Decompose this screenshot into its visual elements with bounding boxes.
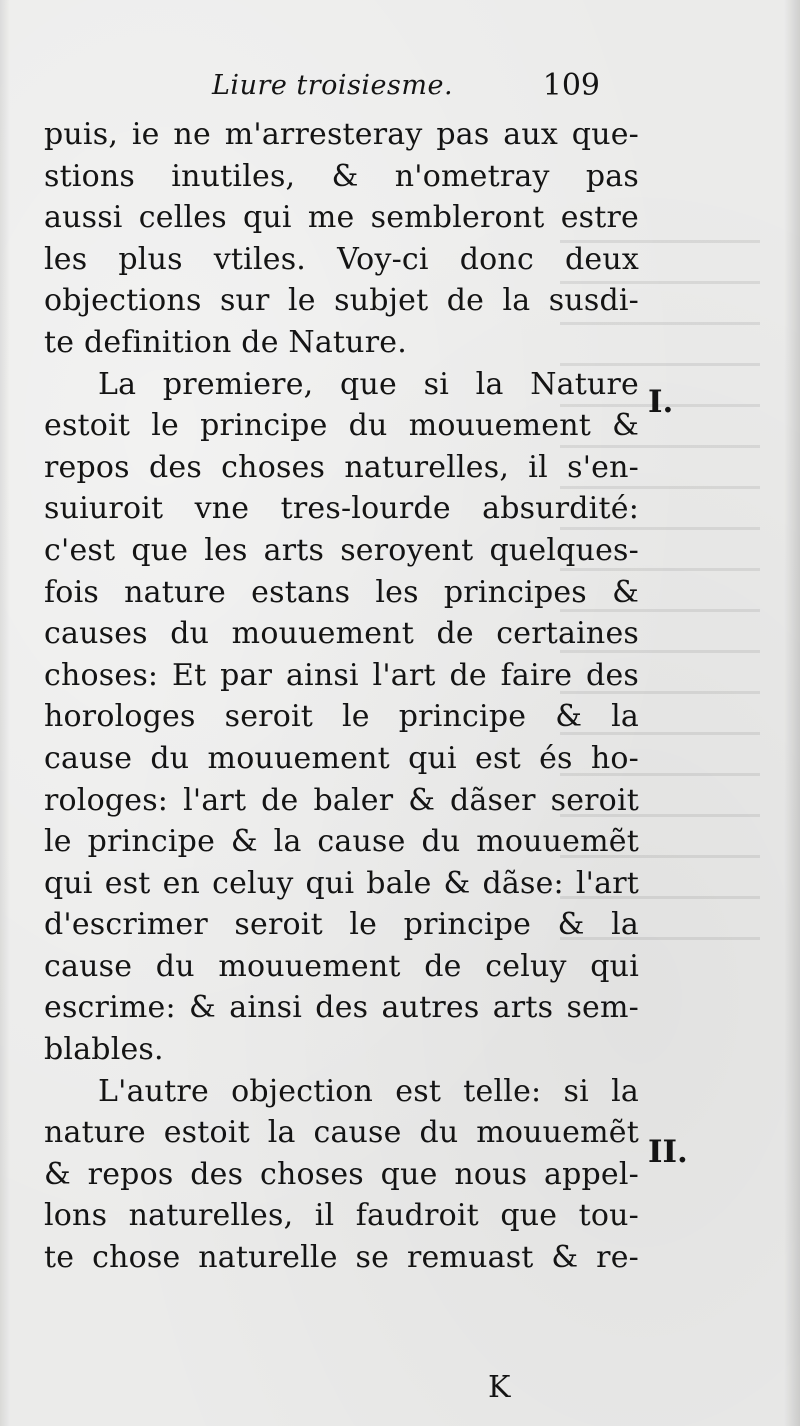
text-line: estoit le principe du mouuement & <box>44 408 639 444</box>
text-line: d'escrimer seroit le principe & la <box>44 907 639 943</box>
text-line: cause du mouuement de celuy qui <box>44 948 639 984</box>
text-line: rologes: l'art de baler & dãser seroit <box>44 782 639 818</box>
text-line: & repos des choses que nous appel- <box>44 1156 639 1192</box>
text-line: choses: Et par ainsi l'art de faire des <box>44 657 639 693</box>
text-line: fois nature estans les principes & <box>44 574 639 610</box>
text-line: le principe & la cause du mouuemẽt <box>44 824 639 860</box>
page-header <box>200 70 620 110</box>
body-text <box>44 114 639 1279</box>
page-gutter-shadow <box>0 0 10 1426</box>
text-line: suiuroit vne tres-lourde absurdité: <box>44 491 639 527</box>
marginal-numeral-ii: II. <box>648 1134 688 1170</box>
text-line: stions inutiles, & n'ometray pas <box>44 158 639 194</box>
text-line: qui est en celuy qui bale & dãse: l'art <box>44 865 639 901</box>
text-line: objections sur le subjet de la susdi- <box>44 283 639 319</box>
text-line: escrime: & ainsi des autres arts sem- <box>44 990 639 1026</box>
text-line: les plus vtiles. Voy-ci donc deux <box>44 241 639 277</box>
text-line: cause du mouuement qui est és ho- <box>44 740 639 776</box>
text-line: te chose naturelle se remuast & re- <box>44 1240 639 1276</box>
text-line: c'est que les arts seroyent quelques- <box>44 532 639 568</box>
signature-mark: K <box>488 1370 511 1405</box>
running-title: Liure troisiesme. <box>212 70 454 101</box>
paragraph-start-line: La premiere, que si la Nature <box>98 366 639 402</box>
text-line: te definition de Nature. <box>44 324 407 360</box>
text-line: causes du mouuement de certaines <box>44 616 639 652</box>
text-line: puis, ie ne m'arresteray pas aux que- <box>44 117 639 152</box>
text-line: nature estoit la cause du mouuemẽt <box>44 1115 639 1151</box>
page-number: 109 <box>542 68 600 103</box>
text-line: repos des choses naturelles, il s'en- <box>44 449 639 485</box>
page-edge-shadow <box>784 0 800 1426</box>
text-line: horologes seroit le principe & la <box>44 699 639 735</box>
text-line: aussi celles qui me sembleront estre <box>44 200 639 236</box>
paragraph-start-line: L'autre objection est telle: si la <box>98 1073 639 1109</box>
text-line: blables. <box>44 1032 164 1068</box>
marginal-numeral-i: I. <box>648 384 674 420</box>
text-line: lons naturelles, il faudroit que tou- <box>44 1198 639 1234</box>
